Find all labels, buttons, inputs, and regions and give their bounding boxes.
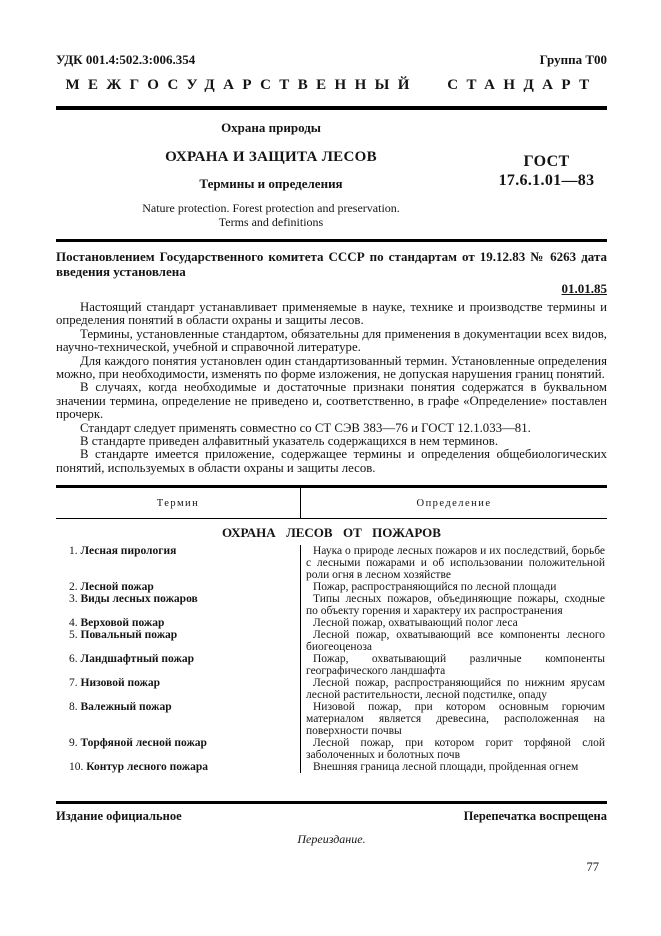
horizontal-rule-footer: [56, 801, 607, 804]
title-main: [56, 120, 486, 229]
table-row: [56, 629, 607, 653]
definition-cell: Пожар, охватывающий различные компоненты географического ландшафта: [300, 653, 607, 677]
definition-cell: Лесной пожар, распространяющийся по нижним ярусам лесной растительности, лесной подстилке, опаду: [300, 677, 607, 701]
term-number: 9.: [69, 737, 78, 750]
term-label: Верховой пожар: [80, 617, 165, 630]
definition-cell: Пожар, распространяющийся по лесной площади: [300, 581, 607, 593]
term-label: Торфяной лесной пожар: [80, 737, 207, 750]
terms-table-body: [56, 545, 607, 773]
gost-designation: [486, 120, 607, 229]
introduction: [56, 301, 607, 475]
standard-type-heading: МЕЖГОСУДАРСТВЕННЫЙ СТАНДАРТ: [65, 77, 598, 93]
term-label: Контур лесного пожара: [86, 761, 208, 774]
table-row: [56, 761, 607, 773]
term-label: Лесной пожар: [80, 581, 154, 594]
term-number: 3.: [69, 593, 78, 606]
document-title-english-line2: Terms and definitions: [218, 214, 324, 229]
term-label: Ландшафтный пожар: [80, 653, 195, 666]
footer-reprint-label: Перепечатка воспрещена: [463, 808, 607, 823]
intro-paragraph: В стандарте приведен алфавитный указатель содержащихся в нем терминов.: [80, 434, 499, 449]
term-cell: [56, 581, 300, 593]
term-cell: [56, 617, 300, 629]
term-cell: [56, 737, 300, 761]
table-row: [56, 593, 607, 617]
gost-designation-label: ГОСТ: [523, 153, 570, 170]
intro-paragraph: Настоящий стандарт устанавливает применяемые в науке, технике и производстве термины и определения понятий в области охраны и защиты лесов.: [56, 300, 607, 328]
definition-cell: Внешняя граница лесной площади, пройденная огнем: [300, 761, 607, 773]
term-number: 7.: [69, 677, 78, 690]
term-number: 4.: [69, 617, 78, 630]
intro-paragraph: Термины, установленные стандартом, обязательны для применения в документации всех видов, научно-технической, учебной и справочной литературе.: [56, 326, 607, 355]
document-title-english-line1: Nature protection. Forest protection and preservation.: [142, 201, 400, 215]
decree-paragraph: Постановлением Государственного комитета СССР по стандартам от 19.12.83 № 6263 дата введения установлена: [56, 249, 607, 279]
definition-cell: Лесной пожар, охватывающий все компоненты лесного биогеоценоза: [300, 629, 607, 653]
title-block: [56, 120, 607, 229]
term-number: 6.: [69, 653, 78, 666]
table-row: [56, 677, 607, 701]
document-title-english: [56, 202, 486, 229]
term-label: Низовой пожар: [80, 677, 161, 690]
table-row: [56, 653, 607, 677]
definition-cell: Лесной пожар, при котором горит торфяной слой заболоченных и болотных почв: [300, 737, 607, 761]
footer-notice-line: [56, 809, 607, 824]
top-reference-line: [56, 0, 607, 68]
term-label: Виды лесных пожаров: [80, 593, 198, 606]
table-row: [56, 701, 607, 737]
gost-designation-number: 17.6.1.01—83: [498, 172, 595, 189]
term-label: Валежный пожар: [80, 701, 172, 714]
horizontal-rule-top: [56, 106, 607, 110]
effective-date-line: [56, 281, 607, 296]
effective-date: 01.01.85: [561, 281, 607, 296]
page-number: 77: [586, 859, 599, 874]
term-cell: [56, 653, 300, 677]
udk-code: УДК 001.4:502.3:006.354: [56, 52, 196, 67]
footer-official-label: Издание официальное: [56, 808, 182, 823]
terms-table-header: [56, 485, 607, 519]
reissue-note: Переиздание.: [297, 831, 366, 846]
table-row: [56, 617, 607, 629]
term-cell: [56, 761, 300, 773]
horizontal-rule-title: [56, 239, 607, 242]
table-row: [56, 545, 607, 581]
document-category: Охрана природы: [221, 120, 321, 135]
definition-cell: Типы лесных пожаров, объединяющие пожары, сходные по объекту горения и характеру их распространения: [300, 593, 607, 617]
table-row: [56, 737, 607, 761]
page-content: [56, 0, 607, 773]
column-header-definition: Определение: [300, 488, 607, 518]
terms-table: [56, 485, 607, 773]
term-label: Лесная пирология: [80, 545, 177, 558]
term-number: 8.: [69, 701, 78, 714]
document-subtitle: Термины и определения: [199, 176, 343, 191]
section-heading: ОХРАНА ЛЕСОВ ОТ ПОЖАРОВ: [222, 525, 441, 541]
definition-cell: Лесной пожар, охватывающий полог леса: [300, 617, 607, 629]
page-footer: [56, 801, 607, 875]
term-cell: [56, 629, 300, 653]
intro-paragraph: Стандарт следует применять совместно со СТ СЭВ 383—76 и ГОСТ 12.1.033—81.: [80, 420, 531, 435]
term-number: 5.: [69, 629, 78, 642]
document-title: ОХРАНА И ЗАЩИТА ЛЕСОВ: [165, 149, 377, 165]
group-code: Группа Т00: [539, 52, 607, 67]
term-number: 10.: [69, 761, 84, 774]
term-number: 2.: [69, 581, 78, 594]
term-label: Повальный пожар: [80, 629, 178, 642]
definition-cell: Низовой пожар, при котором основным горючим материалом является древесина, расположенная на поверхности почвы: [300, 701, 607, 737]
term-cell: [56, 677, 300, 701]
intro-paragraph: В случаях, когда необходимые и достаточные признаки понятия содержатся в буквальном значении термина, определение не приведено и, соответственно, в графе «Определение» поставлен прочерк.: [56, 380, 607, 422]
column-header-term: Термин: [156, 497, 200, 509]
table-row: [56, 581, 607, 593]
term-cell: [56, 545, 300, 581]
term-cell: [56, 593, 300, 617]
intro-paragraph: Для каждого понятия установлен один стандартизованный термин. Установленные определения можно, при необходимости, изменять по форме изложения, не допуская нарушения границ понятий.: [56, 353, 607, 382]
definition-cell: Наука о природе лесных пожаров и их последствий, борьбе с лесными пожарами и об использовании положительной роли огня в лесном хозяйстве: [300, 545, 607, 581]
term-number: 1.: [69, 545, 78, 558]
intro-paragraph: В стандарте имеется приложение, содержащее термины и определения общебиологических понятий, используемых в области охраны и защиты лесов.: [56, 447, 607, 475]
term-cell: [56, 701, 300, 737]
